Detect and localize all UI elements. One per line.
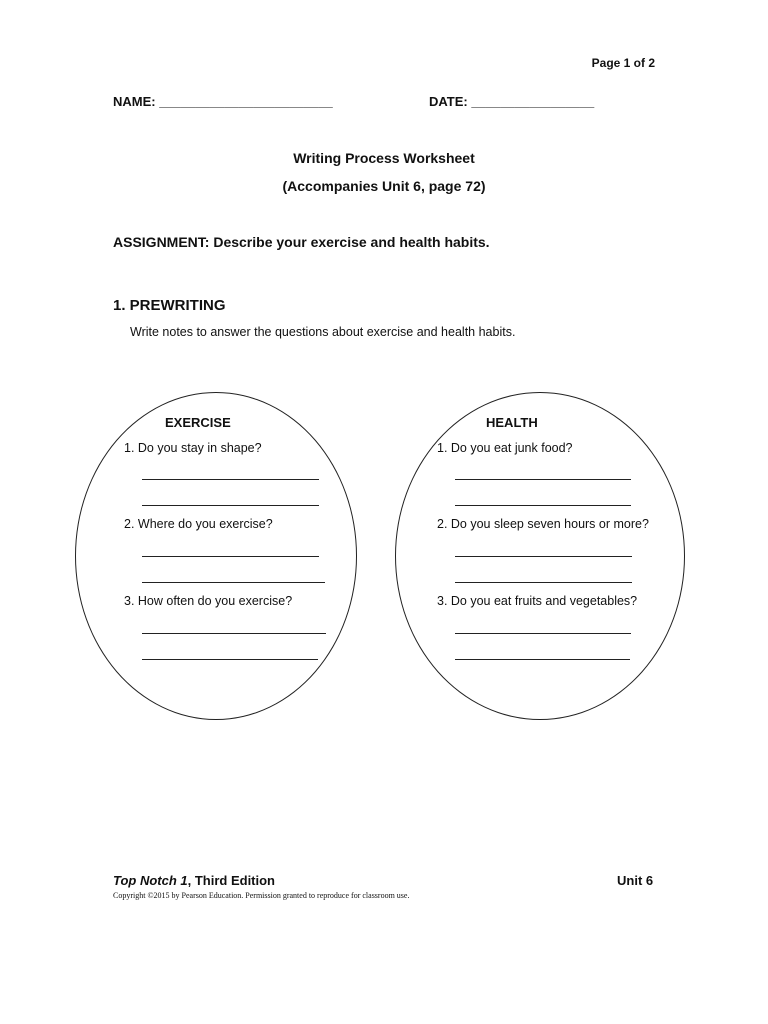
book-title: Top Notch 1 (113, 873, 188, 888)
answer-line[interactable] (142, 659, 318, 660)
answer-line[interactable] (455, 479, 631, 480)
exercise-question-1: 1. Do you stay in shape? (124, 441, 262, 455)
edition: , Third Edition (187, 873, 276, 888)
name-field[interactable]: NAME: ________________________ (113, 94, 333, 109)
footer-book-title (113, 873, 275, 888)
answer-line[interactable] (142, 505, 319, 506)
health-question-1: 1. Do you eat junk food? (437, 441, 573, 455)
health-heading: HEALTH (486, 415, 538, 430)
exercise-question-2: 2. Where do you exercise? (124, 517, 273, 531)
worksheet-title: Writing Process Worksheet (293, 150, 475, 166)
copyright-notice: Copyright ©2015 by Pearson Education. Permission granted to reproduce for classroom use. (113, 891, 410, 900)
footer-unit: Unit 6 (617, 873, 654, 888)
prewriting-instruction: Write notes to answer the questions about exercise and health habits. (130, 325, 516, 339)
health-question-2: 2. Do you sleep seven hours or more? (437, 517, 649, 531)
answer-line[interactable] (455, 556, 632, 557)
answer-line[interactable] (455, 659, 630, 660)
prewriting-heading: 1. PREWRITING (113, 297, 226, 314)
answer-line[interactable] (455, 633, 631, 634)
assignment-text: ASSIGNMENT: Describe your exercise and health habits. (113, 234, 490, 250)
answer-line[interactable] (455, 582, 632, 583)
answer-line[interactable] (455, 505, 631, 506)
answer-line[interactable] (142, 633, 326, 634)
answer-line[interactable] (142, 556, 319, 557)
answer-line[interactable] (142, 479, 319, 480)
worksheet-subtitle: (Accompanies Unit 6, page 72) (282, 178, 486, 194)
exercise-question-3: 3. How often do you exercise? (124, 594, 293, 608)
answer-line[interactable] (142, 582, 325, 583)
exercise-heading: EXERCISE (165, 415, 231, 430)
date-field[interactable]: DATE: _________________ (429, 94, 595, 109)
health-question-3: 3. Do you eat fruits and vegetables? (437, 594, 638, 608)
page-indicator: Page 1 of 2 (591, 56, 655, 70)
